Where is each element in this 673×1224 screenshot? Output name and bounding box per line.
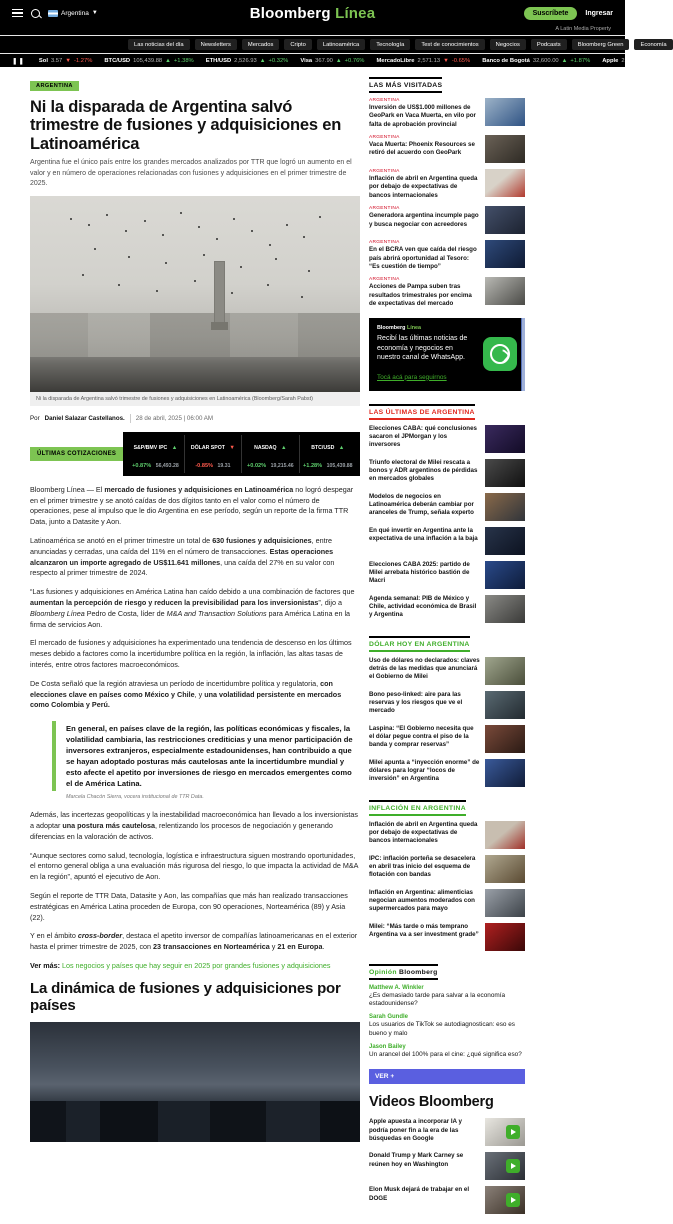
nav-item[interactable]: Test de conocimientos xyxy=(415,39,484,50)
opinion-author[interactable]: Sarah Gundle xyxy=(369,1014,409,1021)
image-caption: Ni la disparada de Argentina salvó trimestre de fusiones y adquisiciones en Latinoamérica (Bloomberg/Sarah Pabst) xyxy=(30,392,360,406)
inflacion-section xyxy=(369,797,525,951)
sidebar-article-item[interactable] xyxy=(369,206,525,234)
opinion-title: Los usuarios de TikTok se autodiagnostican: eso es bueno y malo xyxy=(369,1021,516,1037)
article-thumbnail xyxy=(485,561,525,589)
section-title: La dinámica de fusiones y adquisiciones por países xyxy=(30,979,341,1014)
whatsapp-banner-message: Recibí las últimas noticias de economía y negocios en nuestro canal de WhatsApp. xyxy=(377,335,468,362)
nav-item[interactable]: Newsletters xyxy=(195,39,237,50)
article-link-title: Generadora argentina incumple pago y busca negociar con acreedores xyxy=(369,212,479,228)
article-thumbnail xyxy=(485,759,525,787)
article-paragraph: “Las fusiones y adquisiciones en América Latina han caído debido a una combinación de factores que aumentan la percepción de riesgo y reducen la previsibilidad para los inversionistas”, dijo a Bloomberg Línea Pedro de Costa, líder de M&A and Transaction Solutions para América Latina en la firma de servicios Aon. xyxy=(30,587,355,629)
article-link-title: IPC: inflación porteña se desacelera en abril tras inicio del esquema de flotación con bandas xyxy=(369,854,476,879)
ticker-item[interactable]: Apple 2 xyxy=(602,57,625,64)
video-title: Donald Trump y Mark Carney se reúnen hoy en Washington xyxy=(369,1152,464,1168)
sidebar xyxy=(369,74,525,1224)
sidebar-article-item[interactable] xyxy=(369,855,525,883)
opinion-title: Un arancel del 100% para el cine: ¿qué significa eso? xyxy=(369,1050,522,1058)
dolar-hoy-section xyxy=(369,633,525,787)
byline-divider xyxy=(130,414,131,423)
article-kicker: ARGENTINA xyxy=(369,277,400,283)
whatsapp-banner[interactable] xyxy=(369,318,525,390)
article-thumbnail xyxy=(485,923,525,951)
article-paragraph: Según el reporte de TTR Data, Datasite y Aon, las compañías que más han realizado transacciones estratégicas en América Latina proceden de Europa, con 90 operaciones, Norteamérica (89) y Asia (22). xyxy=(30,890,348,922)
ticker-item[interactable]: BTC/USD 105,439.88 ▲ +1.38% xyxy=(104,57,194,64)
section-header: DÓLAR HOY EN ARGENTINA xyxy=(369,636,470,652)
brand-logo-first: Bloomberg xyxy=(249,4,331,22)
section-header: LAS ÚLTIMAS DE ARGENTINA xyxy=(369,404,475,420)
article-link-title: Agenda semanal: PIB de México y Chile, actividad económica de Brasil y Argentina xyxy=(369,594,477,619)
market-ticker xyxy=(0,53,625,67)
article-thumbnail xyxy=(485,889,525,917)
whatsapp-icon xyxy=(483,337,517,371)
ticker-item[interactable]: Banco de Bogotá 32,600.00 ▲ +1.87% xyxy=(482,57,591,64)
sidebar-article-item[interactable] xyxy=(369,821,525,849)
article-link-title: Modelos de negocios en Latinoamérica deberán cambiar por aranceles de Trump, señala experto xyxy=(369,492,474,517)
pause-icon[interactable]: ❚❚ xyxy=(12,57,25,65)
article-paragraph: Bloomberg Línea — El mercado de fusiones y adquisiciones en Latinoamérica no logró despegar en el primer trimestre y se anotó caídas de dos dígitos tanto en el valor como el número de operaciones, pese al impulso que le dio Argentina en ese período, según un reporte de la firma TTR Data, junto a Datasite y Aon. xyxy=(30,484,354,527)
article-kicker: ARGENTINA xyxy=(369,135,400,141)
sidebar-article-item[interactable] xyxy=(369,98,525,129)
nav-item[interactable]: Latinoamérica xyxy=(317,39,365,50)
article-link-title: Inflación de abril en Argentina queda por debajo de expectativas de bancos internacionales xyxy=(369,820,478,845)
buildings-decoration xyxy=(30,313,360,356)
sidebar-article-item[interactable] xyxy=(369,527,525,555)
article-link-title: Acciones de Pampa suben tras resultados trimestrales por encima de expectativas del mercado xyxy=(369,283,472,307)
video-item[interactable] xyxy=(369,1152,525,1180)
byline-prefix: Por xyxy=(30,414,40,422)
article-link-title: Elecciones CABA: qué conclusiones sacaron el JPMorgan y los inversores xyxy=(369,424,477,449)
sidebar-article-item[interactable] xyxy=(369,725,525,753)
article-link-title: Elecciones CABA 2025: partido de Milei arrebata histórico bastión de Macri xyxy=(369,560,470,585)
site-header xyxy=(0,0,667,67)
author-link[interactable]: Daniel Salazar Castellanos. xyxy=(44,414,125,422)
whatsapp-cta-link[interactable]: Tocá acá para seguirnos xyxy=(377,373,447,381)
quote-item[interactable]: S&P/BMV IPC ▲ +0.87% 56,493.28 xyxy=(127,435,184,473)
login-link[interactable]: Ingresar xyxy=(585,9,613,17)
nav-item[interactable]: Las noticias del día xyxy=(128,39,190,50)
video-thumbnail xyxy=(485,1118,525,1146)
sidebar-article-item[interactable] xyxy=(369,240,525,271)
nav-item[interactable]: Negocios xyxy=(490,39,526,50)
sidebar-article-item[interactable] xyxy=(369,169,525,200)
article-thumbnail xyxy=(485,98,525,126)
section-header: Opinión Bloomberg xyxy=(369,964,438,980)
most-visited-section xyxy=(369,74,525,308)
pull-quote: En general, en países clave de la región, las políticas económicas y fiscales, la volatilidad cambiaria, las restricciones crediticias y una menor participación de inversores extranjeros, especialmente estadounidenses, han contribuido a que se hayan adoptado posturas más cautelosas ante la incertidumbre mundial y esto afecte el apetito por inversiones de riesgo en mercados emergentes como el de América Latina. xyxy=(52,721,360,791)
article-thumbnail xyxy=(485,240,525,268)
quotes-badge: ÚLTIMAS COTIZACIONES xyxy=(30,447,123,461)
trend-arrow-icon: ▼ xyxy=(443,57,449,64)
video-title: Elon Musk dejará de trabajar en el DOGE xyxy=(369,1186,470,1202)
trend-arrow-icon: ▲ xyxy=(259,57,266,64)
article-thumbnail xyxy=(485,691,525,719)
ticker-item[interactable]: ETH/USD 2,526.93 ▲ +0.32% xyxy=(205,57,289,64)
sidebar-article-item[interactable] xyxy=(369,459,525,487)
search-icon[interactable] xyxy=(31,9,40,18)
section-header: LAS MÁS VISITADAS xyxy=(369,77,442,93)
article-thumbnail xyxy=(485,277,525,305)
article-paragraph: Además, las incertezas geopolíticas y la inestabilidad macroeconómica han llevado a los inversionistas a adoptar una postura más cautelosa, relentizando los procesos de negociación y generando diferencias en la valoración de activos. xyxy=(30,810,359,841)
whatsapp-banner-brand: Bloomberg Línea xyxy=(377,325,422,332)
nav-item[interactable]: Mercados xyxy=(242,39,279,50)
see-more-link[interactable]: Ver más: Los negocios y países que hay seguir en 2025 por grandes fusiones y adquisiciones xyxy=(30,960,331,970)
article-thumbnail xyxy=(485,725,525,753)
byline xyxy=(30,414,360,423)
birds-decoration xyxy=(70,218,72,220)
article-thumbnail xyxy=(485,135,525,163)
article-thumbnail xyxy=(485,855,525,883)
article-link-title: Inflación de abril en Argentina queda por debajo de expectativas de bancos internacionales xyxy=(369,175,478,199)
article-link-title: Inversión de US$1.000 millones de GeoPark en Vaca Muerta, en vilo por falta de aprobación provincial xyxy=(369,104,476,128)
article-kicker: ARGENTINA xyxy=(369,169,400,175)
sidebar-article-item[interactable] xyxy=(369,595,525,623)
chevron-down-icon: ▼ xyxy=(91,10,98,16)
article-link-title: Laspina: “El Gobierno necesita que el dólar pegue contra el piso de la banda y comprar reservas” xyxy=(369,724,474,749)
play-icon[interactable] xyxy=(506,1193,520,1207)
video-thumbnail xyxy=(485,1186,525,1214)
sidebar-article-item[interactable] xyxy=(369,923,525,951)
play-icon[interactable] xyxy=(506,1159,520,1173)
article-link-title: Milei: “Más tarde o más temprano Argentina va a ser investment grade” xyxy=(369,922,479,938)
article-paragraph: De Costa señaló que la región atraviesa un período de incertidumbre política y regulatoria, con elecciones clave en países como México y Chile, y una volatilidad persistente en mercados como Colombia y Perú. xyxy=(30,678,342,710)
article-thumbnail xyxy=(485,206,525,234)
banner-scrollbar[interactable] xyxy=(521,318,525,390)
trend-arrow-icon: ▲ xyxy=(281,444,287,451)
article-link-title: Uso de dólares no declarados: claves detrás de las medidas que anunciará el Gobierno de Milei xyxy=(369,656,480,681)
nav-item[interactable]: Tecnología xyxy=(370,39,410,50)
quote-item[interactable]: BTC/USD ▲ +1.28% 105,439.88 xyxy=(303,444,353,469)
sidebar-article-item[interactable] xyxy=(369,561,525,589)
video-thumbnail xyxy=(485,1152,525,1180)
opinion-item[interactable] xyxy=(369,985,525,1009)
article xyxy=(30,74,360,1224)
brand-logo-second: Línea xyxy=(335,4,376,22)
crowd-decoration xyxy=(30,364,360,391)
menu-icon[interactable] xyxy=(12,7,23,20)
argentina-flag-icon xyxy=(48,10,58,17)
article-title: Ni la disparada de Argentina salvó trimestre de fusiones y adquisiciones en Latinoamérica xyxy=(30,98,342,153)
subscribe-button[interactable]: Suscríbete xyxy=(524,7,578,20)
quotes-widget xyxy=(30,432,360,476)
sidebar-article-item[interactable] xyxy=(369,277,525,308)
article-link-title: En el BCRA ven que caída del riesgo país abrirá oportunidad al Tesoro: “Es cuestión de tiempo” xyxy=(369,246,477,270)
article-paragraph: “Aunque sectores como salud, tecnología, logística e infraestructura siguen mostrando oportunidades, el entorno general obliga a una evaluación más rigurosa del riesgo, lo que impacta la actividad de M&A en la región”, apuntó el ejecutivo de Aon. xyxy=(30,850,359,882)
sidebar-article-item[interactable] xyxy=(369,493,525,521)
article-kicker: ARGENTINA xyxy=(369,98,400,103)
monument-decoration xyxy=(215,262,224,324)
article-thumbnail xyxy=(485,657,525,685)
trend-arrow-icon: ▼ xyxy=(65,57,71,64)
sidebar-article-item[interactable] xyxy=(369,759,525,787)
ticker-item[interactable]: Visa 367.90 ▲ +0.76% xyxy=(300,57,365,64)
sidebar-article-item[interactable] xyxy=(369,691,525,719)
trend-arrow-icon: ▲ xyxy=(165,57,171,64)
article-subtitle: Argentina fue el único país entre los grandes mercados analizados por TTR que logró un aumento en el valor y en número de operaciones relacionadas con fusiones y adquisiciones en el primer trimestre de 2025. xyxy=(30,159,352,187)
article-link-title: Vaca Muerta: Phoenix Resources se retiró del acuerdo con GeoPark xyxy=(369,141,475,157)
nav-item[interactable]: Cripto xyxy=(284,39,311,50)
property-label: A Latin Media Property xyxy=(555,26,611,32)
country-label: Argentina xyxy=(61,9,89,17)
article-thumbnail xyxy=(485,493,525,521)
nav-item[interactable]: Economía xyxy=(634,39,672,50)
country-selector[interactable] xyxy=(48,10,98,17)
sidebar-article-item[interactable] xyxy=(369,889,525,917)
opinion-item[interactable] xyxy=(369,1044,525,1059)
ticker-item[interactable]: Sol 3.57 ▼ -1.27% xyxy=(38,57,93,64)
section-image xyxy=(30,1022,360,1142)
article-thumbnail xyxy=(485,595,525,623)
sidebar-article-item[interactable] xyxy=(369,425,525,453)
trend-arrow-icon: ▼ xyxy=(229,444,235,451)
sidebar-article-item[interactable] xyxy=(369,135,525,163)
article-paragraph: Y en el ámbito cross-border, destaca el apetito inversor de compañías latinoamericanas en el exterior hasta el primer trimestre de 2025, con 23 transacciones en Norteamérica y 21 en Europa. xyxy=(30,931,358,952)
article-link-title: Milei apunta a “inyección enorme” de dólares para lograr “locos de inversión” en Argentina xyxy=(369,758,480,783)
video-title: Apple apuesta a incorporar IA y podría poner fin a la era de las búsquedas en Google xyxy=(369,1118,462,1142)
opinion-section xyxy=(369,961,525,1060)
article-thumbnail xyxy=(485,169,525,197)
trend-arrow-icon: ▲ xyxy=(338,444,345,451)
article-thumbnail xyxy=(485,459,525,487)
video-item[interactable] xyxy=(369,1118,525,1146)
section-header: INFLACIÓN EN ARGENTINA xyxy=(369,800,466,816)
quote-attribution: Marcela Chacón Sierra, vocera institucional de TTR Data. xyxy=(66,794,204,801)
videos-section xyxy=(369,1094,525,1214)
see-more-button[interactable]: VER + xyxy=(369,1069,525,1084)
article-paragraph: Latinoamérica se anotó en el primer trimestre un total de 630 fusiones y adquisiciones, entre anunciadas y cerradas, una caída del 11% en el número de transacciones. Estas operaciones alcanzaron un importe agregado de US$11.641 millones, una caída del 27% en su valor con respecto al primer trimestre de 2024. xyxy=(30,536,335,578)
ticker-item[interactable]: MercadoLibre 2,571.13 ▼ -0.65% xyxy=(376,57,471,64)
videos-header: Videos Bloomberg xyxy=(369,1094,494,1111)
article-link-title: Triunfo electoral de Milei rescata a bonos y ADR argentinos de pérdidas en mercados globales xyxy=(369,458,478,483)
trend-arrow-icon: ▲ xyxy=(561,57,568,64)
nav-item[interactable]: Podcasts xyxy=(531,39,567,50)
article-link-title: Inflación en Argentina: alimenticias negocian aumentos moderados con supermercados para mayo xyxy=(369,888,475,913)
opinion-author[interactable]: Matthew A. Winkler xyxy=(369,984,424,991)
opinion-author[interactable]: Jason Bailey xyxy=(369,1043,406,1050)
article-link-title: En qué invertir en Argentina ante la expectativa de una inflación a la baja xyxy=(369,526,478,542)
opinion-title: ¿Es demasiado tarde para salvar a la economía estadounidense? xyxy=(369,991,506,1007)
article-thumbnail xyxy=(485,425,525,453)
video-item[interactable] xyxy=(369,1186,525,1214)
nav-item[interactable]: Bloomberg Green xyxy=(572,39,630,50)
article-paragraph: El mercado de fusiones y adquisiciones ha experimentado una tendencia de descenso en los últimos meses debido a factores como la incertidumbre política en la región, la inflación, las altas tasas de interés, entre otros factores macroeconómicos. xyxy=(30,638,352,669)
article-kicker: ARGENTINA xyxy=(369,206,400,212)
quote-item[interactable]: NASDAQ ▲ +0.02% 19,215.46 xyxy=(242,435,299,473)
category-badge[interactable]: ARGENTINA xyxy=(30,81,79,91)
play-icon[interactable] xyxy=(506,1125,520,1139)
hero-image xyxy=(30,196,360,392)
main-nav xyxy=(0,35,667,53)
publish-date: 28 de abril, 2025 | 06:00 AM xyxy=(135,414,214,422)
trend-arrow-icon: ▲ xyxy=(335,57,342,64)
article-thumbnail xyxy=(485,527,525,555)
article-thumbnail xyxy=(485,821,525,849)
quote-item[interactable]: DÓLAR SPOT ▼ -0.85% 19.31 xyxy=(185,435,242,473)
trend-arrow-icon: ▲ xyxy=(171,444,178,451)
sidebar-article-item[interactable] xyxy=(369,657,525,685)
opinion-item[interactable] xyxy=(369,1014,525,1038)
latest-argentina-section xyxy=(369,401,525,623)
article-kicker: ARGENTINA xyxy=(369,240,400,246)
article-link-title: Bono peso-linked: aire para las reservas y los riesgos que ve el mercado xyxy=(369,690,463,715)
brand-logo[interactable] xyxy=(250,5,376,22)
